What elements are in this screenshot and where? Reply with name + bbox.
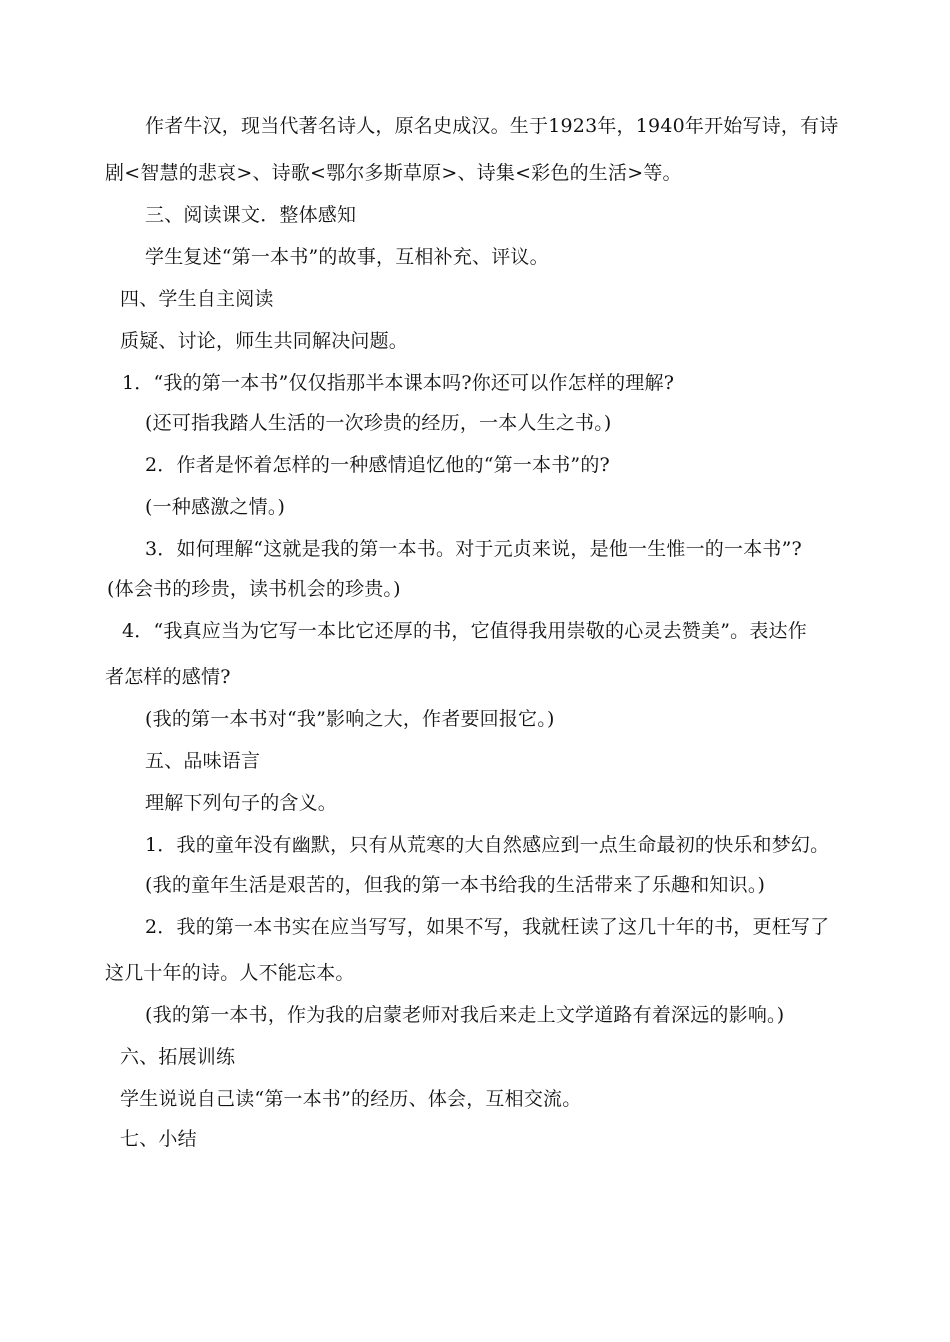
paragraph-line: 质疑、讨论，师生共同解决问题。: [120, 330, 409, 352]
answer-4: (我的第一本书对“我”影响之大，作者要回报它。): [145, 708, 555, 730]
section-heading-5: 五、品味语言: [145, 750, 261, 772]
answer-3: (体会书的珍贵，读书机会的珍贵。): [107, 578, 401, 600]
question-4: 4．“我真应当为它写一本比它还厚的书，它值得我用崇敬的心灵去赞美”。表达作: [122, 620, 807, 642]
section-heading-3: 三、阅读课文．整体感知: [145, 204, 357, 226]
section-heading-4: 四、学生自主阅读: [120, 288, 274, 310]
question-2: 2．作者是怀着怎样的一种感情追忆他的“第一本书”的?: [145, 454, 610, 476]
sentence-1: 1．我的童年没有幽默，只有从荒寒的大自然感应到一点生命最初的快乐和梦幻。: [145, 834, 830, 856]
answer-2: (一种感激之情。): [145, 496, 286, 518]
paragraph-line-author-works: 剧<智慧的悲哀>、诗歌<鄂尔多斯草原>、诗集<彩色的生活>等。: [105, 162, 682, 184]
section-heading-6: 六、拓展训练: [120, 1046, 236, 1068]
section-heading-7: 七、小结: [120, 1128, 197, 1150]
paragraph-line-author-intro: 作者牛汉，现当代著名诗人，原名史成汉。生于1923年，1940年开始写诗，有诗: [145, 115, 839, 137]
sentence-1-meaning: (我的童年生活是艰苦的，但我的第一本书给我的生活带来了乐趣和知识。): [145, 874, 766, 896]
paragraph-line: 学生说说自己读“第一本书”的经历、体会，互相交流。: [120, 1088, 582, 1110]
sentence-2-continuation: 这几十年的诗。人不能忘本。: [105, 962, 355, 984]
paragraph-line: 学生复述“第一本书”的故事，互相补充、评议。: [145, 246, 549, 268]
sentence-2: 2．我的第一本书实在应当写写，如果不写，我就枉读了这几十年的书，更枉写了: [145, 916, 830, 938]
question-1: 1．“我的第一本书”仅仅指那半本课本吗?你还可以作怎样的理解?: [122, 372, 675, 394]
question-4-continuation: 者怎样的感情?: [105, 666, 231, 688]
paragraph-line: 理解下列句子的含义。: [145, 792, 338, 814]
answer-1: (还可指我踏人生活的一次珍贵的经历，一本人生之书。): [145, 412, 612, 434]
sentence-2-meaning: (我的第一本书，作为我的启蒙老师对我后来走上文学道路有着深远的影响。): [145, 1004, 785, 1026]
question-3: 3．如何理解“这就是我的第一本书。对于元贞来说，是他一生惟一的一本书”?: [145, 538, 802, 560]
